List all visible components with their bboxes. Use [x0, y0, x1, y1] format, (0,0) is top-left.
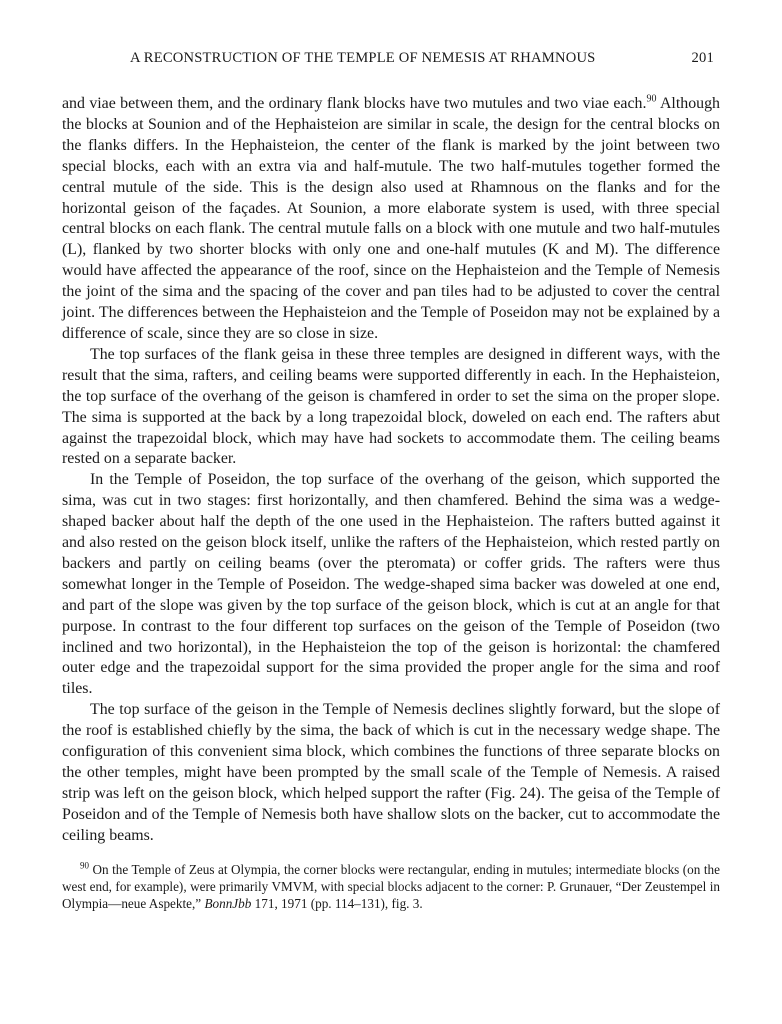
running-head — [62, 50, 720, 74]
page-number: 201 — [691, 50, 714, 66]
body-text — [62, 94, 720, 847]
paragraph-2: The top surfaces of the flank geisa in these three temples are designed in different ways, with the result that the sima, rafters, and ceiling beams were supported differently in each. In the Hephaisteion, the top surface of the overhang of the geison is chamfered in order to set the sima on the proper slope. The sima is supported at the back by a long trapezoidal block, doweled on each end. The rafters abut against the trapezoidal block, which may have had sockets to accommodate them. The ceiling beams rested on a separate backer. — [62, 345, 720, 468]
running-title: A RECONSTRUCTION OF THE TEMPLE OF NEMESIS AT RHAMNOUS — [130, 50, 596, 66]
paragraph-4: The top surface of the geison in the Temple of Nemesis declines slightly forward, but the slope of the roof is established chiefly by the sima, the back of which is cut in the necessary wedge shape. The configuration of this convenient sima block, which combines the functions of three separate blocks on the other temples, might have been prompted by the small scale of the Temple of Nemesis. A raised strip was left on the geison block, which helped support the rafter (Fig. 24). The geisa of the Temple of Poseidon and of the Temple of Nemesis both have shallow slots on the backer, cut to accommodate the ceiling beams. — [62, 701, 720, 844]
paragraph-1-rest: Although the blocks at Sounion and of the Hephaisteion are similar in scale, the design for the central blocks on the flanks differs. In the Hephaisteion, the center of the flank is marked by the joint between two special blocks, each with an extra via and half-mutule. The two half-mutules together formed the central mutule of the side. This is the design also used at Rhamnous on the flanks and for the horizontal geison of the façades. At Sounion, a more elaborate system is used, with three special central blocks on each flank. The central mutule falls on a block with one mutule and two half-mutules (L), flanked by two shorter blocks with only one and one-half mutules (K and M). The difference would have affected the appearance of the roof, since on the Hephaisteion and the Temple of Nemesis the joint of the sima and the spacing of the cover and pan tiles had to be adjusted to cover the central joint. The differences between the Hephaisteion and the Temple of Poseidon may not be explained by a difference of scale, since they are so close in size. — [62, 95, 720, 342]
footnote-text-before: On the Temple of Zeus at Olympia, the corner blocks were rectangular, ending in mutules; intermediate blocks (on the west end, for example), were primarily VMVM, with special blocks adjacent to the corner: P. Grunauer, “Der Zeustempel in Olympia—neue Aspekte,” — [62, 861, 720, 912]
footnote — [62, 861, 720, 913]
footnote-journal: BonnJbb — [204, 896, 252, 912]
footnote-reference: 90 — [646, 93, 657, 105]
footnote-text-after: 171, 1971 (pp. 114–131), fig. 3. — [251, 896, 423, 912]
paragraph-1-text: and viae between them, and the ordinary flank blocks have two mutules and two viae each. — [62, 95, 647, 112]
footnote-number: 90 — [80, 860, 89, 871]
page — [62, 50, 720, 912]
paragraph-3: In the Temple of Poseidon, the top surface of the overhang of the geison, which supported the sima, was cut in two stages: first horizontally, and then chamfered. Behind the sima was a wedge-shaped backer about half the depth of the one used in the Hephaisteion. The rafters butted against it and also rested on the geison block itself, unlike the rafters of the Hephaisteion, which rested partly on backers and partly on ceiling beams (over the pteromata) or coffer grids. The rafters were thus somewhat longer in the Temple of Poseidon. The wedge-shaped sima backer was doweled at one end, and part of the slope was given by the top surface of the geison block, which is cut at an angle for that purpose. In contrast to the four different top surfaces on the geison of the Temple of Poseidon (two inclined and two horizontal), in the Hephaisteion the top of the geison is horizontal: the chamfered outer edge and the trapezoidal support for the sima provided the proper angle for the sima and roof tiles. — [62, 471, 720, 698]
paragraph-1 — [62, 94, 720, 345]
